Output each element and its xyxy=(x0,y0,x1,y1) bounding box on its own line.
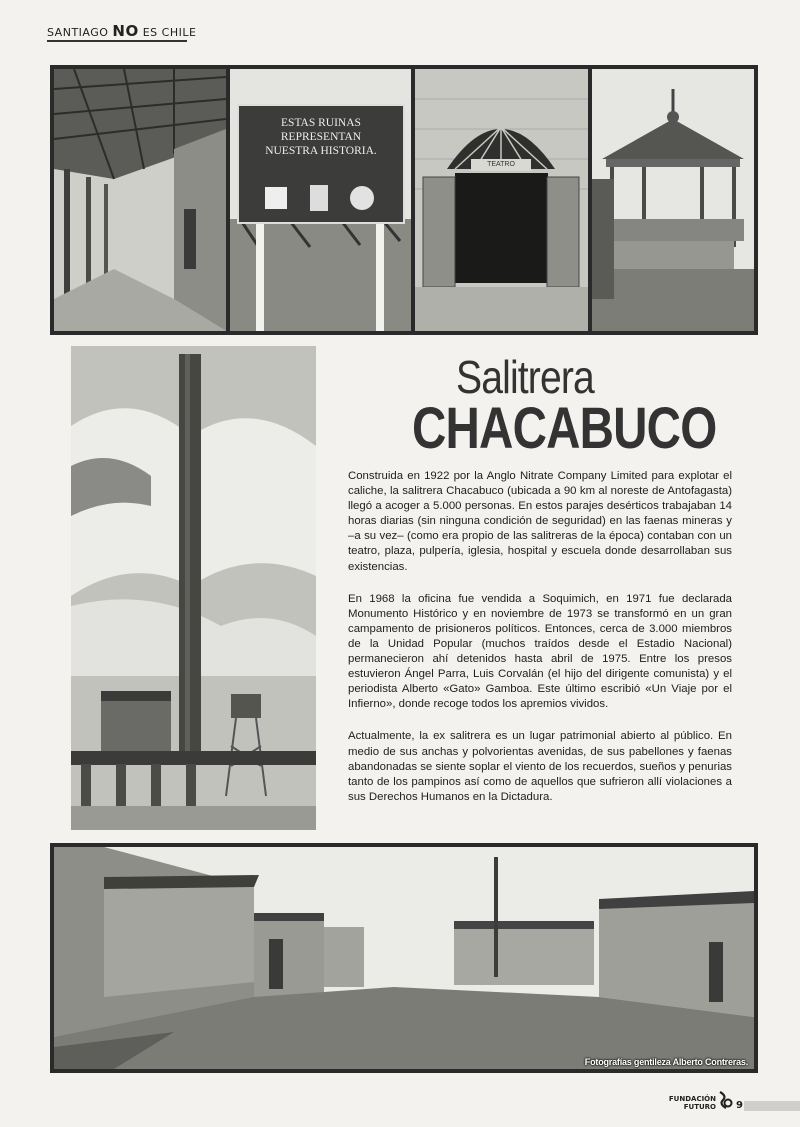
page-number: 9 xyxy=(736,1100,743,1111)
title-line-2: CHACABUCO xyxy=(412,396,717,461)
footer-bar xyxy=(744,1101,800,1111)
foundation-logo-icon xyxy=(717,1090,733,1110)
sign-line-2: REPRESENTAN xyxy=(280,131,362,143)
title-line-1: Salitrera xyxy=(456,351,594,403)
article-paragraph-1: Construida en 1922 por la Anglo Nitrate Company Limited para explotar el caliche, la salitrera Chacabuco (ubicada a 90 km al noreste de Antofagasta) llegó a acoger a 5.000 personas. En estos parajes desérticos trabajaban 14 horas diarias (sin ninguna condición de seguridad) en las faenas mineras y –a su vez– (como era propio de las salitreras de la época) contaban con un teatro, plaza, pulpería, iglesia, hospital y escuela donde desarrollaban sus existencias. xyxy=(348,470,732,573)
header-rule xyxy=(47,40,187,42)
section-header: SANTIAGO NO ES CHILE xyxy=(47,22,197,40)
article-body xyxy=(348,469,732,822)
photo-sign xyxy=(230,69,411,331)
photo-arcade xyxy=(54,69,226,331)
photo-theatre xyxy=(415,69,588,331)
sign-line-3: NUESTRA HISTORIA. xyxy=(265,145,377,157)
bottom-photo-frame xyxy=(50,843,758,1073)
article-paragraph-2: En 1968 la oficina fue vendida a Soquimich, en 1971 fue declarada Monumento Histórico y en noviembre de 1973 se transformó en un gran campamento de prisioneros políticos. Entonces, cerca de 3.000 miembros de la Unidad Popular (muchos traídos desde el Estadio Nacional) permanecieron ahí detenidos hasta abril de 1975. Entre los presos estuvieron Ángel Parra, Luis Corvalán (el hijo del dirigente comunista) y el periodista Alberto «Gato» Gamboa. Este último escribió «Un Viaje por el Infierno», donde recoge todos los apremios vividos. xyxy=(348,592,732,711)
photo-gazebo xyxy=(592,69,754,331)
footer-logo-line-2: FUTURO xyxy=(683,1103,716,1111)
footer-logo-line-1: FUNDACIÓN xyxy=(668,1095,716,1103)
sign-line-1: ESTAS RUINAS xyxy=(281,117,361,129)
top-photo-strip xyxy=(50,65,758,335)
photo-caption: Fotografías gentileza Alberto Contreras. xyxy=(584,1057,748,1067)
footer-logo xyxy=(664,1095,716,1111)
photo-chimney xyxy=(71,346,316,830)
photo-street xyxy=(54,847,754,1069)
theatre-sign-label: TEATRO xyxy=(487,161,515,168)
article-paragraph-3: Actualmente, la ex salitrera es un lugar patrimonial abierto al público. En medio de sus anchas y polvorientas avenidas, de sus pabellones y faenas abandonadas se siente soplar el viento de los recuerdos, sueños y penurias tanto de los pampinos así como de aquellos que sufrieron allí violaciones a sus Derechos Humanos en la Dictadura. xyxy=(348,730,732,803)
